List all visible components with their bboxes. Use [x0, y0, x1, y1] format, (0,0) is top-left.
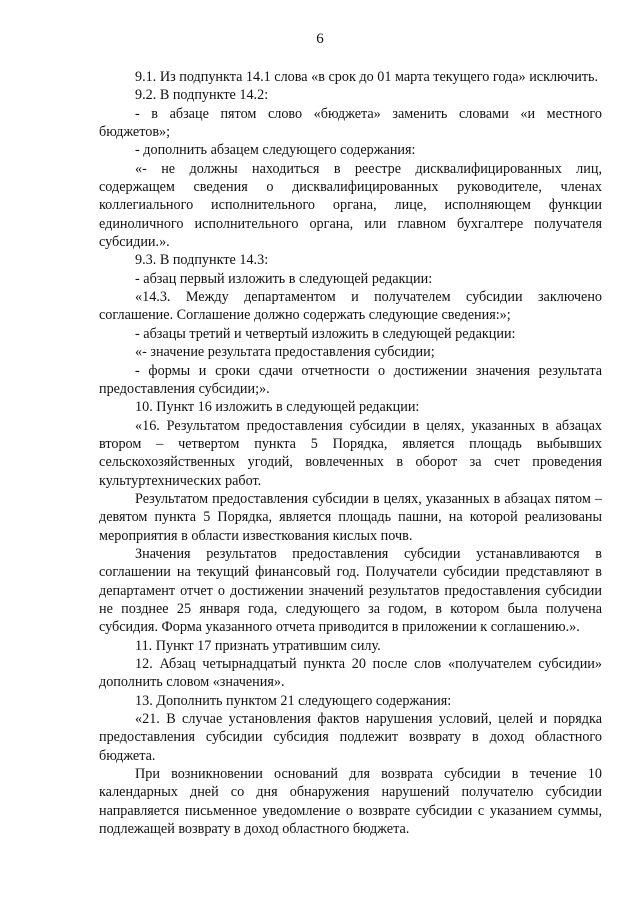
paragraph-12: 12. Абзац четырнадцатый пункта 20 после слов «получателем субсидии» дополнить словом «значения».: [99, 656, 602, 691]
page-number: 6: [316, 31, 324, 47]
paragraph-14-3-quote: «14.3. Между департаментом и получателем субсидии заключено соглашение. Соглашение должно содержать следующие сведения:»;: [99, 289, 602, 324]
document-body: [99, 68, 602, 838]
paragraph-10: 10. Пункт 16 изложить в следующей редакции:: [135, 399, 420, 416]
paragraph-9-3-quote-1: «- значение результата предоставления субсидии;: [135, 344, 435, 361]
paragraph-9-3-quote-2: - формы и сроки сдачи отчетности о достижении значения результата предоставления субсидии;».: [99, 362, 602, 397]
paragraph-9-3-item-1: - абзац первый изложить в следующей редакции:: [135, 270, 433, 287]
paragraph-9-2: 9.2. В подпункте 14.2:: [135, 87, 269, 104]
paragraph-9-2-item-1: - в абзаце пятом слово «бюджета» заменить словами «и местного бюджетов»;: [99, 105, 602, 141]
paragraph-16-quote-2: Результатом предоставления субсидии в целях, указанных в абзацах пятом – девятом пункта 5 Порядка, является площадь пашни, на которой реализованы мероприятия в области известкования кислых почв.: [99, 490, 602, 544]
paragraph-9-3: 9.3. В подпункте 14.3:: [135, 252, 269, 269]
paragraph-21-quote-1: «21. В случае установления фактов нарушения условий, целей и порядка предоставления субсидии субсидия подлежит возврату в доход областного бюджета.: [99, 711, 602, 764]
paragraph-9-3-item-2: - абзацы третий и четвертый изложить в следующей редакции:: [135, 325, 516, 342]
paragraph-13: 13. Дополнить пунктом 21 следующего содержания:: [135, 692, 452, 709]
paragraph-11: 11. Пункт 17 признать утратившим силу.: [135, 637, 381, 654]
paragraph-16-quote-1: «16. Результатом предоставления субсидии в целях, указанных в абзацах втором – четвертом пункта 5 Порядка, является площадь выбывших сельскохозяйственных угодий, вовлеченных в оборот за счет проведения культуртехнических работ.: [99, 417, 602, 489]
paragraph-9-1: 9.1. Из подпункта 14.1 слова «в срок до 01 марта текущего года» исключить.: [135, 69, 599, 85]
paragraph-16-quote-3: Значения результатов предоставления субсидии устанавливаются в соглашении на текущий финансовый год. Получатели субсидии представляют в департамент отчет о достижении значений результатов предоставления субсидии не позднее 25 января года, следующего за годом, в котором была получена субсидия. Форма указанного отчета приводится в приложении к соглашению.».: [99, 545, 602, 636]
paragraph-21-quote-2: При возникновении оснований для возврата субсидии в течение 10 календарных дней со дня обнаружения нарушений получателю субсидии направляется письменное уведомление о возврате субсидии с указанием суммы, подлежащей возврату в доход областного бюджета.: [99, 766, 602, 838]
paragraph-9-2-quote: «- не должны находиться в реестре дисквалифицированных лиц, содержащем сведения о дисквалифицированных руководителе, членах коллегиального исполнительного органа, лице, исполняющем функции единоличного исполнительного органа, или главном бухгалтере получателя субсидии.».: [99, 160, 602, 251]
paragraph-9-2-item-2: - дополнить абзацем следующего содержания:: [135, 142, 416, 159]
